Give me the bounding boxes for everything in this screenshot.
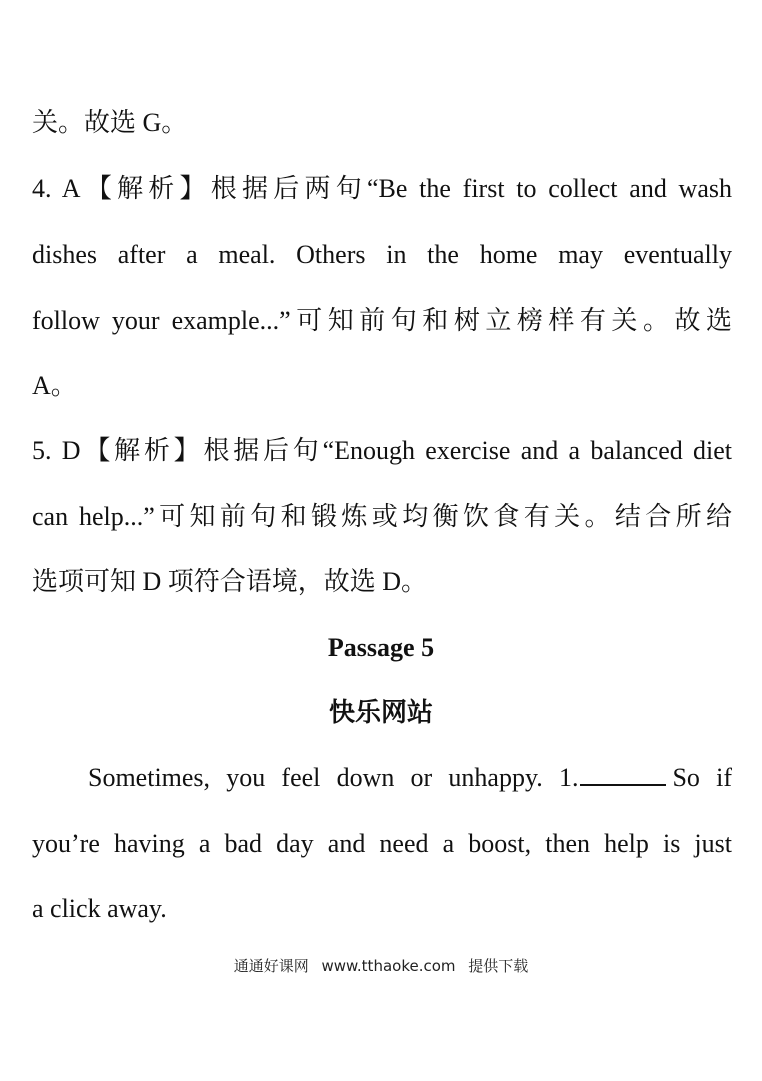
- text-line-5: A。: [32, 371, 77, 400]
- paragraph-line-1-end: So if: [672, 763, 732, 792]
- text-line-4: follow your example...”可知前句和树立榜样有关。故选: [32, 306, 732, 335]
- paragraph-line-1: [88, 761, 732, 795]
- text-line-3: dishes after a meal. Others in the home may eventually: [32, 240, 732, 269]
- passage-subtitle: 快乐网站: [328, 698, 433, 727]
- page-footer: [0, 955, 762, 977]
- footer-url[interactable]: www.tthaoke.com: [321, 957, 456, 975]
- paragraph-line-3: a click away.: [32, 894, 167, 923]
- footer-site-name: 通通好课网: [233, 957, 309, 975]
- passage-title: Passage 5: [327, 633, 435, 662]
- footer-note: 提供下载: [468, 957, 529, 975]
- paragraph-line-1-start: Sometimes, you feel down or unhappy. 1.: [88, 763, 579, 792]
- text-line-2: 4. A【解析】根据后两句“Be the first to collect and wash: [32, 174, 732, 203]
- text-line-1: 关。故选 G。: [32, 108, 188, 137]
- paragraph-line-2: you’re having a bad day and need a boost, then help is just: [32, 829, 732, 858]
- text-line-8: 选项可知 D 项符合语境，故选 D。: [32, 567, 428, 596]
- answer-blank-1[interactable]: [580, 762, 666, 786]
- text-line-7: can help...”可知前句和锻炼或均衡饮食有关。结合所给: [32, 502, 732, 531]
- text-line-6: 5. D【解析】根据后句“Enough exercise and a balanced diet: [32, 436, 732, 465]
